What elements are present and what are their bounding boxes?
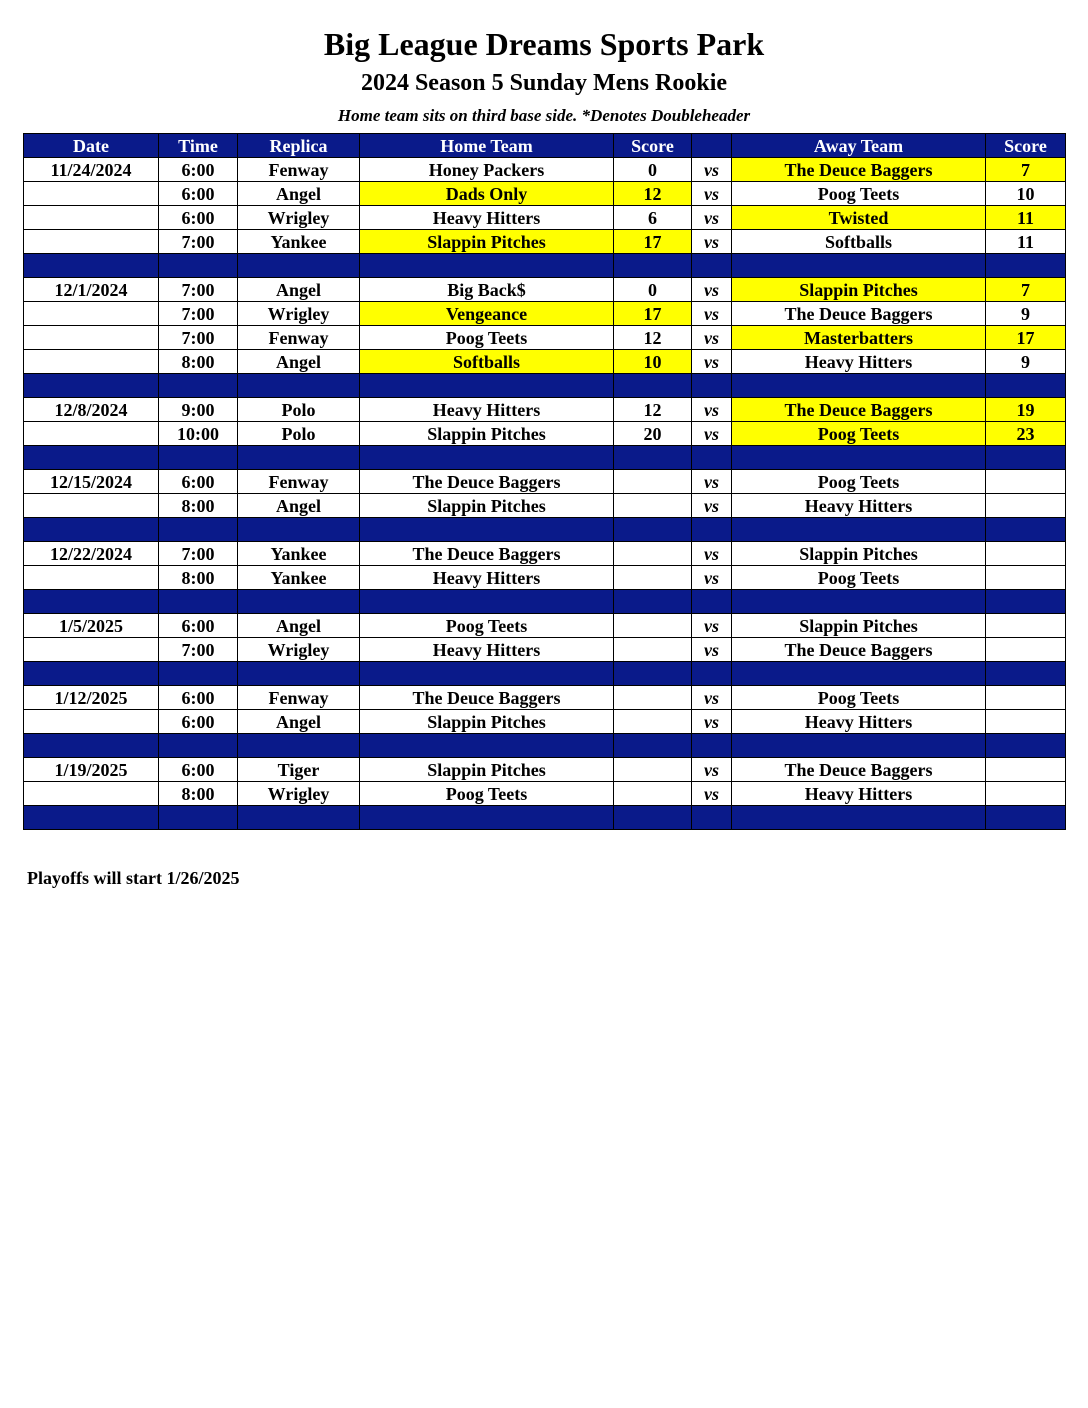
page-title: Big League Dreams Sports Park [323, 26, 765, 62]
vs-cell: vs [692, 302, 732, 326]
separator-cell [986, 254, 1066, 278]
home-team-cell: Heavy Hitters [360, 566, 614, 590]
table-row [24, 326, 1066, 350]
separator-cell [986, 446, 1066, 470]
replica-cell: Wrigley [238, 302, 360, 326]
replica-cell: Fenway [238, 158, 360, 182]
table-row [24, 686, 1066, 710]
date-cell [24, 350, 159, 374]
vs-cell: vs [692, 470, 732, 494]
separator-cell [238, 518, 360, 542]
home-team-cell: The Deuce Baggers [360, 686, 614, 710]
replica-cell: Wrigley [238, 206, 360, 230]
date-cell: 12/22/2024 [24, 542, 159, 566]
replica-cell: Angel [238, 494, 360, 518]
separator-cell [360, 254, 614, 278]
date-cell [24, 422, 159, 446]
home-score-cell [614, 470, 692, 494]
time-cell: 7:00 [159, 302, 238, 326]
vs-cell: vs [692, 614, 732, 638]
home-score-cell [614, 686, 692, 710]
away-score-cell [986, 758, 1066, 782]
replica-cell: Polo [238, 422, 360, 446]
separator-cell [732, 518, 986, 542]
column-header-away-team: Away Team [732, 134, 986, 158]
separator-cell [692, 446, 732, 470]
away-team-cell: The Deuce Baggers [732, 302, 986, 326]
separator-cell [986, 374, 1066, 398]
time-cell: 9:00 [159, 398, 238, 422]
table-row [24, 158, 1066, 182]
home-score-cell [614, 566, 692, 590]
replica-cell: Wrigley [238, 638, 360, 662]
replica-cell: Angel [238, 710, 360, 734]
separator-cell [360, 446, 614, 470]
vs-cell: vs [692, 638, 732, 662]
away-team-cell: Softballs [732, 230, 986, 254]
separator-cell [986, 518, 1066, 542]
separator-cell [692, 374, 732, 398]
away-score-cell: 19 [986, 398, 1066, 422]
away-team-cell: The Deuce Baggers [732, 398, 986, 422]
home-team-cell: Poog Teets [360, 782, 614, 806]
separator-cell [159, 806, 238, 830]
separator-cell [159, 662, 238, 686]
schedule-table [23, 133, 1066, 830]
separator-cell [692, 590, 732, 614]
home-score-cell [614, 494, 692, 518]
home-score-cell: 20 [614, 422, 692, 446]
table-row [24, 566, 1066, 590]
date-cell [24, 710, 159, 734]
date-cell: 12/1/2024 [24, 278, 159, 302]
time-cell: 6:00 [159, 470, 238, 494]
away-score-cell: 10 [986, 182, 1066, 206]
time-cell: 8:00 [159, 782, 238, 806]
home-score-cell: 10 [614, 350, 692, 374]
away-team-cell: Poog Teets [732, 182, 986, 206]
column-header-away-score: Score [986, 134, 1066, 158]
schedule-note: Home team sits on third base side. *Denotes Doubleheader [337, 106, 751, 125]
home-team-cell: Slappin Pitches [360, 494, 614, 518]
away-score-cell: 7 [986, 158, 1066, 182]
separator-cell [692, 254, 732, 278]
away-team-cell: Poog Teets [732, 566, 986, 590]
separator-cell [24, 734, 159, 758]
column-header-date: Date [24, 134, 159, 158]
vs-cell: vs [692, 326, 732, 350]
vs-cell: vs [692, 182, 732, 206]
vs-cell: vs [692, 422, 732, 446]
date-cell [24, 638, 159, 662]
vs-cell: vs [692, 206, 732, 230]
separator-cell [732, 590, 986, 614]
time-cell: 7:00 [159, 278, 238, 302]
date-cell: 1/19/2025 [24, 758, 159, 782]
away-score-cell [986, 686, 1066, 710]
away-score-cell: 9 [986, 350, 1066, 374]
time-cell: 8:00 [159, 566, 238, 590]
date-cell [24, 494, 159, 518]
column-header-time: Time [159, 134, 238, 158]
separator-cell [159, 254, 238, 278]
away-team-cell: Poog Teets [732, 686, 986, 710]
table-row [24, 638, 1066, 662]
week-separator-row [24, 254, 1066, 278]
week-separator-row [24, 662, 1066, 686]
vs-cell: vs [692, 158, 732, 182]
column-header-home-score: Score [614, 134, 692, 158]
separator-cell [360, 734, 614, 758]
away-score-cell: 17 [986, 326, 1066, 350]
home-score-cell [614, 614, 692, 638]
replica-cell: Angel [238, 278, 360, 302]
column-header-replica: Replica [238, 134, 360, 158]
away-team-cell: Heavy Hitters [732, 782, 986, 806]
home-team-cell: The Deuce Baggers [360, 542, 614, 566]
replica-cell: Yankee [238, 566, 360, 590]
table-row [24, 230, 1066, 254]
away-team-cell: The Deuce Baggers [732, 758, 986, 782]
week-separator-row [24, 734, 1066, 758]
replica-cell: Fenway [238, 326, 360, 350]
time-cell: 6:00 [159, 758, 238, 782]
table-header-row [24, 134, 1066, 158]
separator-cell [692, 734, 732, 758]
away-score-cell: 11 [986, 206, 1066, 230]
away-score-cell [986, 542, 1066, 566]
away-team-cell: Poog Teets [732, 470, 986, 494]
separator-cell [732, 446, 986, 470]
home-score-cell [614, 542, 692, 566]
date-cell [24, 782, 159, 806]
home-score-cell [614, 782, 692, 806]
separator-cell [614, 518, 692, 542]
home-team-cell: Heavy Hitters [360, 398, 614, 422]
vs-cell: vs [692, 494, 732, 518]
separator-cell [159, 734, 238, 758]
date-cell [24, 182, 159, 206]
separator-cell [732, 806, 986, 830]
column-header-vs [692, 134, 732, 158]
date-cell [24, 230, 159, 254]
table-row [24, 350, 1066, 374]
separator-cell [692, 518, 732, 542]
separator-cell [238, 446, 360, 470]
separator-cell [24, 518, 159, 542]
vs-cell: vs [692, 542, 732, 566]
time-cell: 7:00 [159, 230, 238, 254]
replica-cell: Fenway [238, 470, 360, 494]
away-score-cell: 11 [986, 230, 1066, 254]
separator-cell [238, 662, 360, 686]
away-team-cell: Twisted [732, 206, 986, 230]
home-team-cell: Big Back$ [360, 278, 614, 302]
separator-cell [614, 806, 692, 830]
table-row [24, 470, 1066, 494]
table-row [24, 302, 1066, 326]
date-cell: 1/5/2025 [24, 614, 159, 638]
table-row [24, 422, 1066, 446]
away-score-cell [986, 710, 1066, 734]
home-score-cell: 12 [614, 398, 692, 422]
home-score-cell: 6 [614, 206, 692, 230]
schedule-body [24, 158, 1066, 830]
away-team-cell: The Deuce Baggers [732, 158, 986, 182]
away-team-cell: Slappin Pitches [732, 542, 986, 566]
separator-cell [159, 374, 238, 398]
time-cell: 6:00 [159, 710, 238, 734]
separator-cell [24, 590, 159, 614]
date-cell [24, 302, 159, 326]
separator-cell [986, 590, 1066, 614]
replica-cell: Fenway [238, 686, 360, 710]
table-row [24, 614, 1066, 638]
home-score-cell [614, 638, 692, 662]
separator-cell [238, 590, 360, 614]
home-score-cell: 0 [614, 278, 692, 302]
home-team-cell: Heavy Hitters [360, 638, 614, 662]
vs-cell: vs [692, 278, 732, 302]
replica-cell: Angel [238, 182, 360, 206]
separator-cell [24, 446, 159, 470]
date-cell [24, 566, 159, 590]
home-score-cell: 17 [614, 302, 692, 326]
separator-cell [360, 662, 614, 686]
date-cell: 1/12/2025 [24, 686, 159, 710]
separator-cell [986, 662, 1066, 686]
separator-cell [360, 518, 614, 542]
away-score-cell [986, 614, 1066, 638]
home-team-cell: The Deuce Baggers [360, 470, 614, 494]
time-cell: 10:00 [159, 422, 238, 446]
week-separator-row [24, 374, 1066, 398]
home-score-cell [614, 710, 692, 734]
home-team-cell: Vengeance [360, 302, 614, 326]
time-cell: 7:00 [159, 638, 238, 662]
separator-cell [159, 446, 238, 470]
table-row [24, 398, 1066, 422]
replica-cell: Angel [238, 350, 360, 374]
home-team-cell: Dads Only [360, 182, 614, 206]
separator-cell [986, 806, 1066, 830]
separator-cell [159, 518, 238, 542]
away-score-cell: 9 [986, 302, 1066, 326]
time-cell: 6:00 [159, 206, 238, 230]
vs-cell: vs [692, 686, 732, 710]
away-team-cell: Heavy Hitters [732, 710, 986, 734]
vs-cell: vs [692, 566, 732, 590]
date-cell: 12/15/2024 [24, 470, 159, 494]
separator-cell [238, 374, 360, 398]
home-team-cell: Poog Teets [360, 614, 614, 638]
page-subtitle: 2024 Season 5 Sunday Mens Rookie [360, 70, 728, 96]
home-team-cell: Slappin Pitches [360, 422, 614, 446]
week-separator-row [24, 590, 1066, 614]
time-cell: 8:00 [159, 494, 238, 518]
replica-cell: Yankee [238, 542, 360, 566]
separator-cell [732, 734, 986, 758]
time-cell: 6:00 [159, 182, 238, 206]
home-score-cell: 17 [614, 230, 692, 254]
separator-cell [238, 254, 360, 278]
separator-cell [614, 374, 692, 398]
away-score-cell: 7 [986, 278, 1066, 302]
replica-cell: Wrigley [238, 782, 360, 806]
date-cell: 12/8/2024 [24, 398, 159, 422]
home-score-cell [614, 758, 692, 782]
separator-cell [732, 374, 986, 398]
separator-cell [614, 254, 692, 278]
away-score-cell [986, 638, 1066, 662]
table-row [24, 494, 1066, 518]
separator-cell [360, 374, 614, 398]
vs-cell: vs [692, 758, 732, 782]
replica-cell: Polo [238, 398, 360, 422]
table-row [24, 278, 1066, 302]
away-score-cell [986, 782, 1066, 806]
home-score-cell: 12 [614, 182, 692, 206]
column-header-home-team: Home Team [360, 134, 614, 158]
away-team-cell: Slappin Pitches [732, 278, 986, 302]
time-cell: 8:00 [159, 350, 238, 374]
date-cell [24, 206, 159, 230]
time-cell: 6:00 [159, 158, 238, 182]
away-team-cell: Masterbatters [732, 326, 986, 350]
vs-cell: vs [692, 710, 732, 734]
week-separator-row [24, 518, 1066, 542]
home-team-cell: Slappin Pitches [360, 710, 614, 734]
date-cell [24, 326, 159, 350]
separator-cell [986, 734, 1066, 758]
playoffs-note: Playoffs will start 1/26/2025 [27, 868, 240, 888]
home-team-cell: Slappin Pitches [360, 758, 614, 782]
vs-cell: vs [692, 398, 732, 422]
home-team-cell: Heavy Hitters [360, 206, 614, 230]
vs-cell: vs [692, 350, 732, 374]
away-score-cell [986, 566, 1066, 590]
away-score-cell [986, 470, 1066, 494]
separator-cell [692, 806, 732, 830]
separator-cell [24, 806, 159, 830]
separator-cell [360, 806, 614, 830]
table-row [24, 542, 1066, 566]
separator-cell [614, 590, 692, 614]
table-row [24, 182, 1066, 206]
week-separator-row [24, 806, 1066, 830]
separator-cell [692, 662, 732, 686]
separator-cell [732, 662, 986, 686]
separator-cell [238, 806, 360, 830]
separator-cell [24, 254, 159, 278]
separator-cell [24, 662, 159, 686]
separator-cell [614, 446, 692, 470]
table-row [24, 782, 1066, 806]
week-separator-row [24, 446, 1066, 470]
time-cell: 7:00 [159, 542, 238, 566]
away-team-cell: Poog Teets [732, 422, 986, 446]
separator-cell [238, 734, 360, 758]
separator-cell [159, 590, 238, 614]
away-team-cell: Slappin Pitches [732, 614, 986, 638]
home-team-cell: Honey Packers [360, 158, 614, 182]
separator-cell [614, 662, 692, 686]
time-cell: 6:00 [159, 614, 238, 638]
table-row [24, 206, 1066, 230]
home-team-cell: Softballs [360, 350, 614, 374]
separator-cell [614, 734, 692, 758]
vs-cell: vs [692, 230, 732, 254]
separator-cell [360, 590, 614, 614]
table-row [24, 710, 1066, 734]
away-team-cell: Heavy Hitters [732, 350, 986, 374]
away-team-cell: Heavy Hitters [732, 494, 986, 518]
replica-cell: Angel [238, 614, 360, 638]
home-team-cell: Slappin Pitches [360, 230, 614, 254]
home-score-cell: 12 [614, 326, 692, 350]
away-team-cell: The Deuce Baggers [732, 638, 986, 662]
replica-cell: Yankee [238, 230, 360, 254]
vs-cell: vs [692, 782, 732, 806]
home-score-cell: 0 [614, 158, 692, 182]
away-score-cell [986, 494, 1066, 518]
table-row [24, 758, 1066, 782]
separator-cell [24, 374, 159, 398]
away-score-cell: 23 [986, 422, 1066, 446]
time-cell: 7:00 [159, 326, 238, 350]
separator-cell [732, 254, 986, 278]
replica-cell: Tiger [238, 758, 360, 782]
time-cell: 6:00 [159, 686, 238, 710]
home-team-cell: Poog Teets [360, 326, 614, 350]
date-cell: 11/24/2024 [24, 158, 159, 182]
